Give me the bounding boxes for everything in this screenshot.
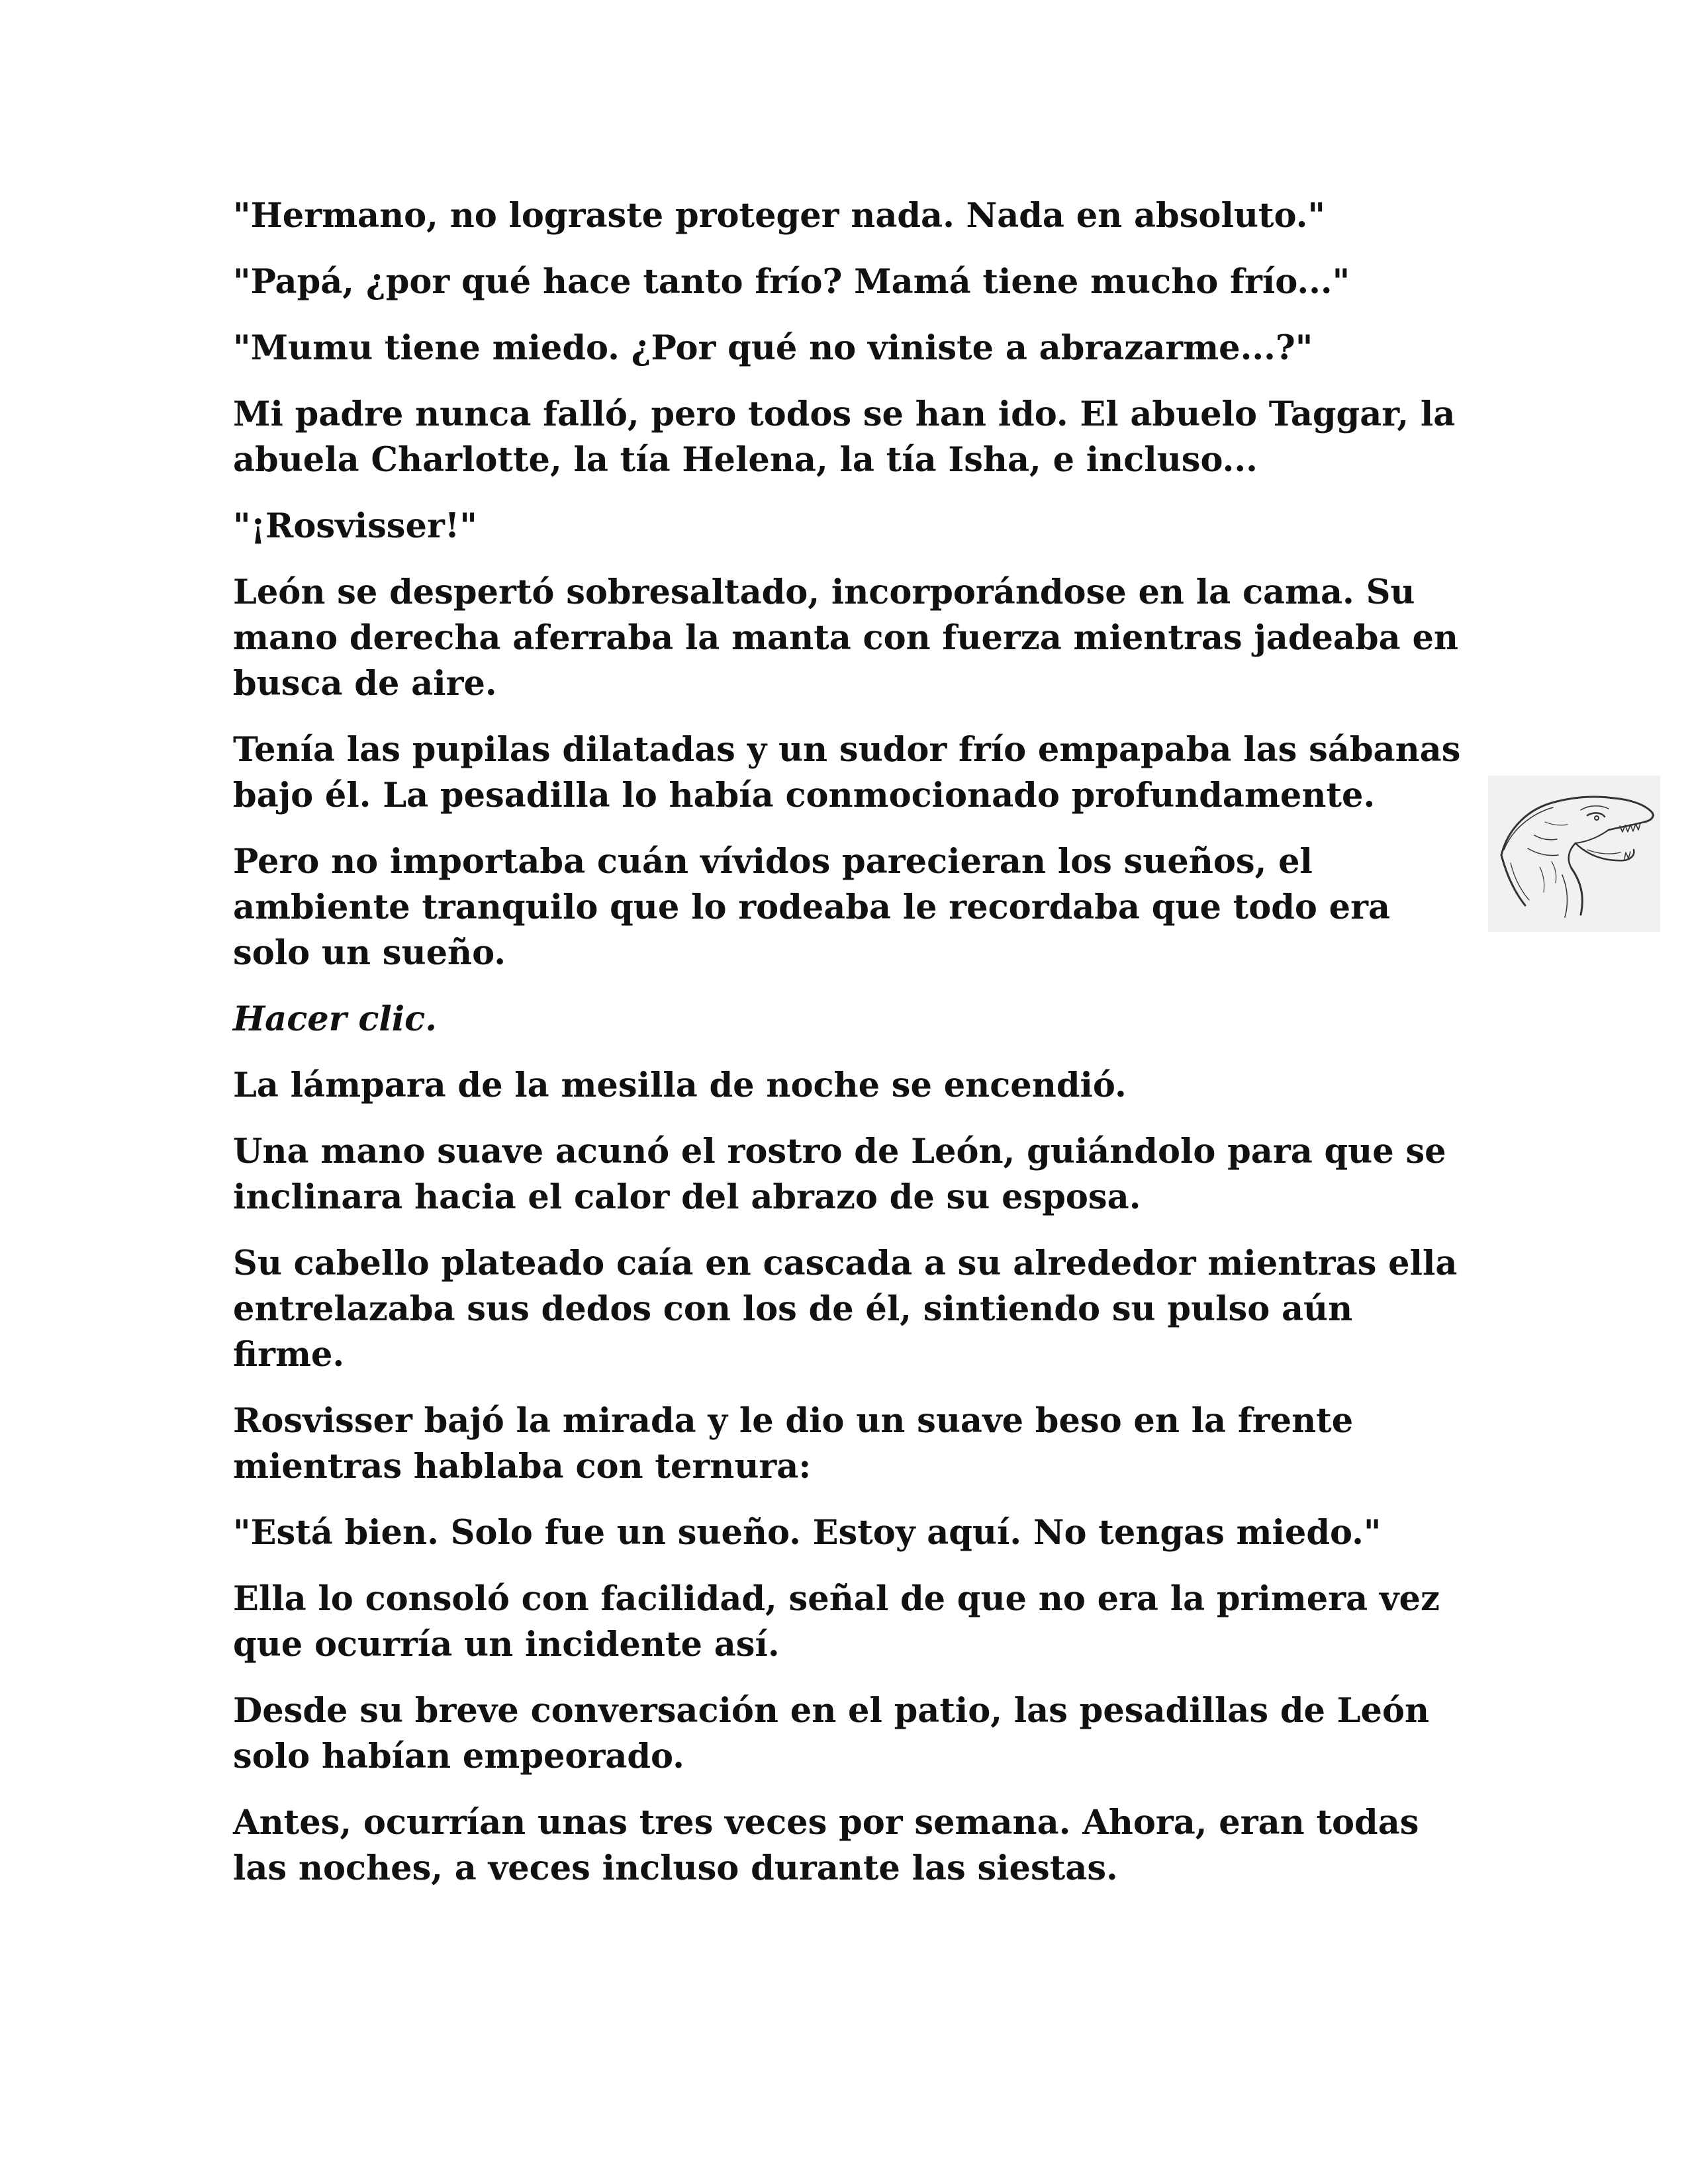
paragraph-4: Mi padre nunca falló, pero todos se han ido. El abuelo Taggar, la abuela Charlotte, la tía Helena, la tía Isha, e incluso... [233, 394, 1456, 480]
paragraph-12: Su cabello plateado caía en cascada a su alrededor mientras ella entrelazaba sus dedos con los de él, sintiendo su pulso aún firme. [233, 1244, 1458, 1375]
paragraph-6: León se despertó sobresaltado, incorporándose en la cama. Su mano derecha aferraba la manta con fuerza mientras jadeaba en busca de aire. [233, 572, 1458, 704]
paragraph-17: Antes, ocurrían unas tres veces por semana. Ahora, eran todas las noches, a veces incluso durante las siestas. [233, 1803, 1419, 1888]
paragraph-2: "Papá, ¿por qué hace tanto frío? Mamá tiene mucho frío..." [233, 262, 1350, 302]
paragraph-14: "Está bien. Solo fue un sueño. Estoy aquí. No tengas miedo." [233, 1513, 1382, 1553]
text-body [233, 193, 1464, 1912]
paragraph-13: Rosvisser bajó la mirada y le dio un suave beso en la frente mientras hablaba con ternura: [233, 1401, 1354, 1486]
paragraph-16: Desde su breve conversación en el patio, las pesadillas de León solo habían empeorado. [233, 1691, 1430, 1776]
paragraph-10: La lámpara de la mesilla de noche se encendió. [233, 1066, 1127, 1105]
paragraph-15: Ella lo consoló con facilidad, señal de que no era la primera vez que ocurría un incidente así. [233, 1579, 1440, 1664]
paragraph-8: Pero no importaba cuán vívidos parecieran los sueños, el ambiente tranquilo que lo rodeaba le recordaba que todo era solo un sueño. [233, 842, 1391, 973]
dinosaur-head-sketch-icon [1488, 776, 1660, 932]
paragraph-3: "Mumu tiene miedo. ¿Por qué no viniste a abrazarme...?" [233, 328, 1313, 368]
paragraph-1: "Hermano, no lograste proteger nada. Nada en absoluto." [233, 196, 1325, 236]
paragraph-11: Una mano suave acunó el rostro de León, guiándolo para que se inclinara hacia el calor del abrazo de su esposa. [233, 1132, 1446, 1217]
paragraph-7: Tenía las pupilas dilatadas y un sudor frío empapaba las sábanas bajo él. La pesadilla lo había conmocionado profundamente. [233, 730, 1461, 815]
paragraph-9-italic: Hacer clic. [233, 999, 437, 1039]
paragraph-5: "¡Rosvisser!" [233, 506, 477, 546]
